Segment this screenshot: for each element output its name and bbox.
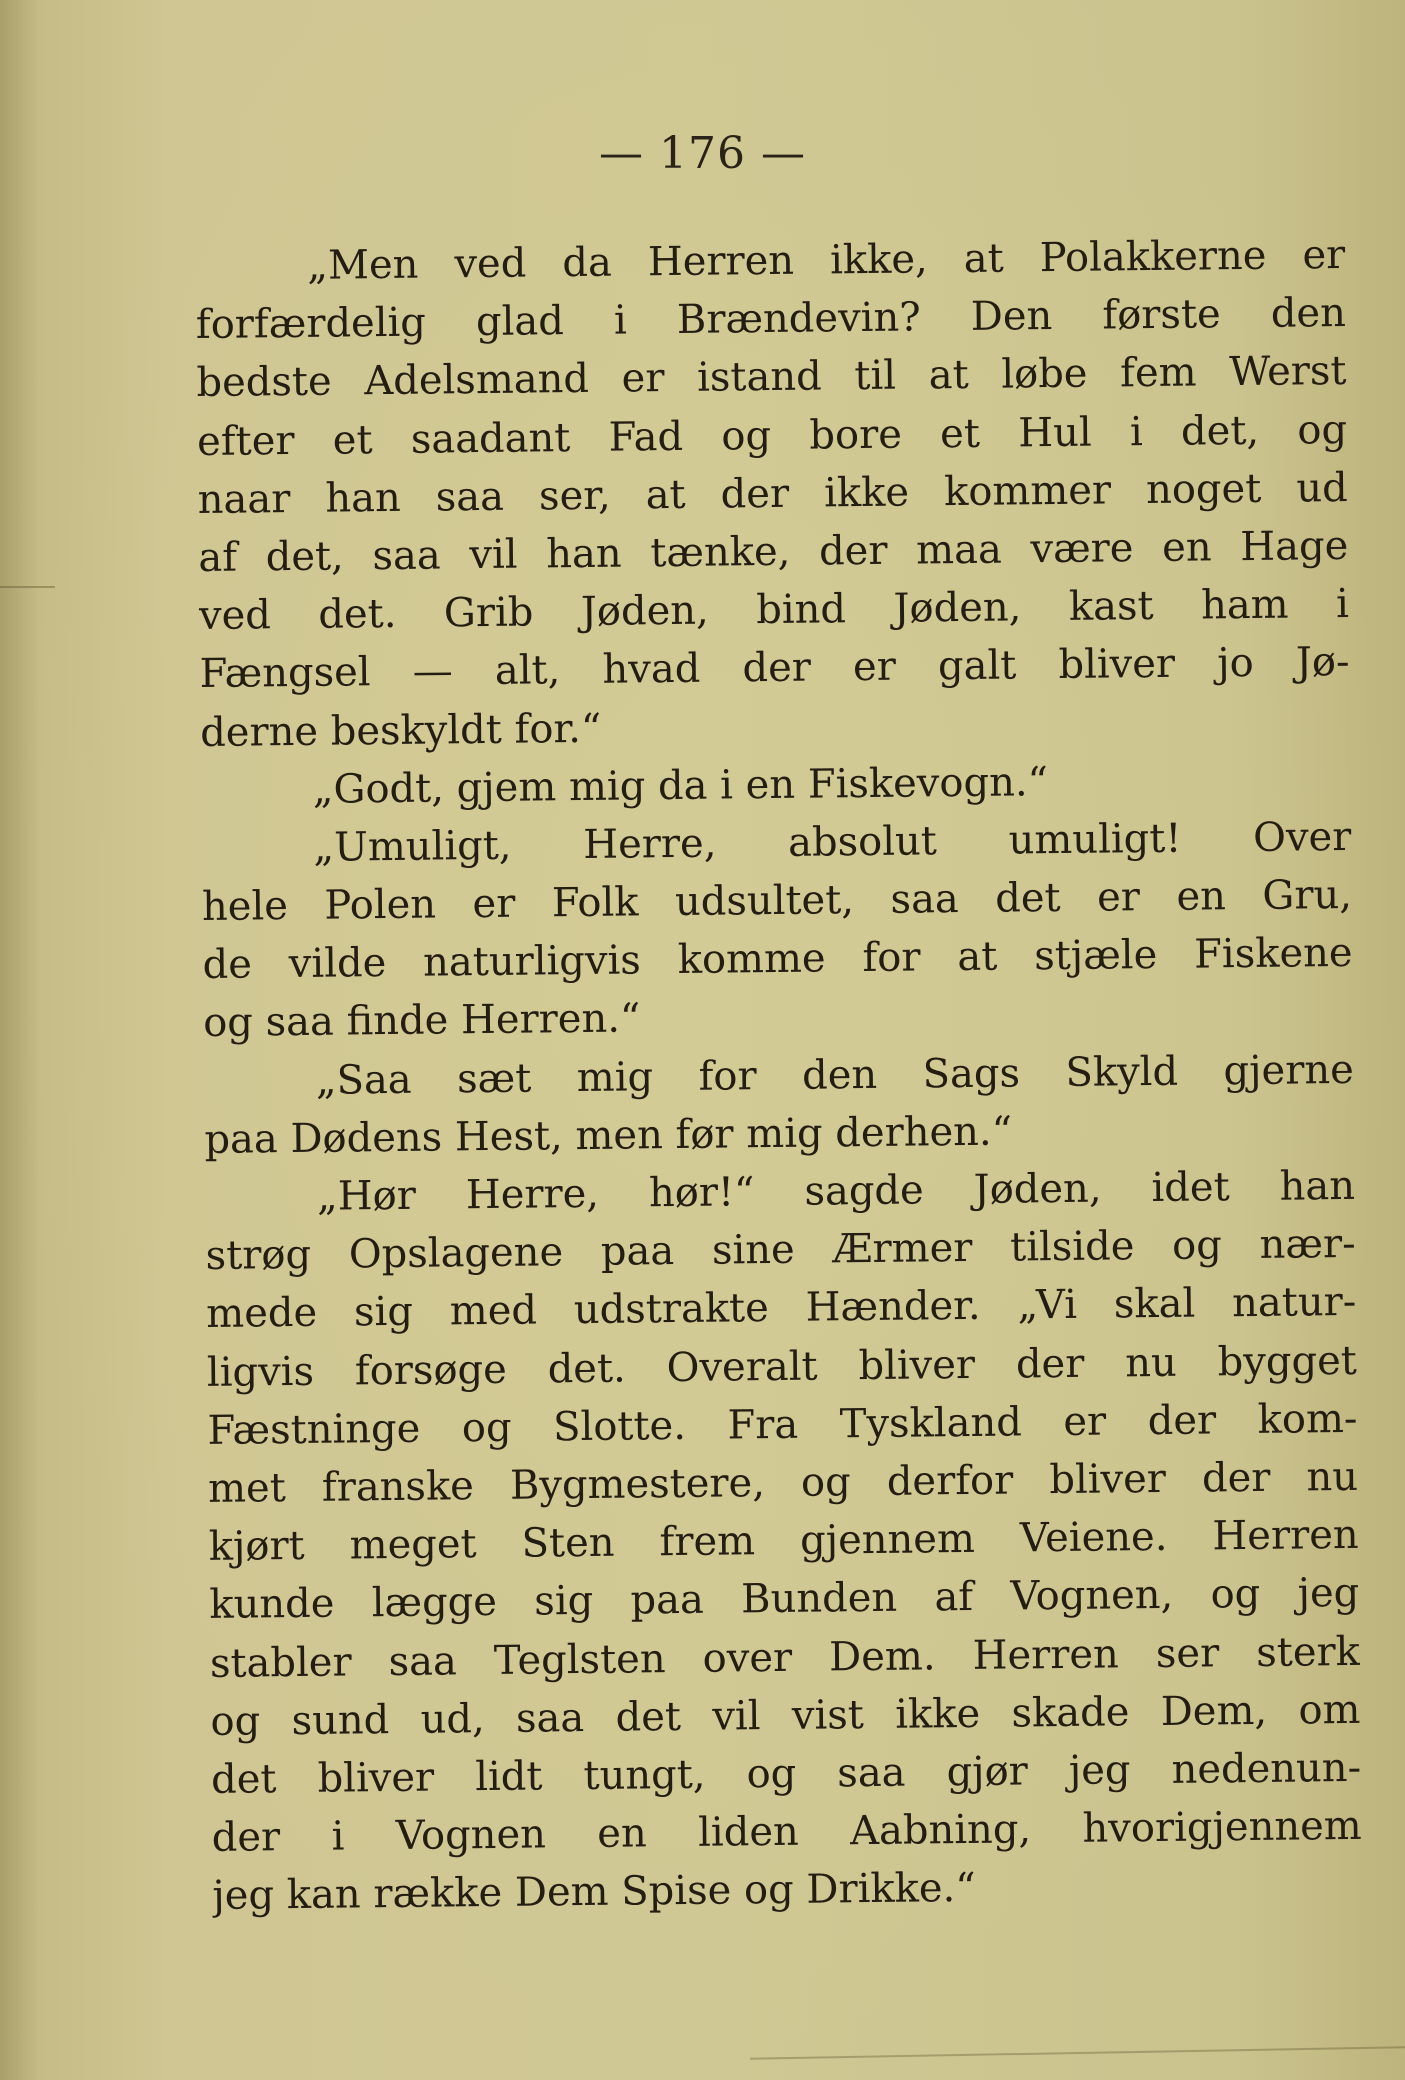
text-line: bedste Adelsmand er istand til at løbe fem Werst (196, 348, 1347, 407)
text-line: „Godt, gjem mig da i en Fiskevogn.“ (312, 758, 1049, 813)
text-line: der i Vognen en liden Aabning, hvorigjennem (211, 1802, 1362, 1861)
text-line: kunde lægge sig paa Bunden af Vognen, og jeg (209, 1570, 1360, 1629)
page-number: — 176 — (599, 128, 806, 179)
text-line: paa Dødens Hest, men før mig derhen.“ (204, 1108, 1013, 1163)
page-edge-shadow (0, 0, 40, 2080)
page-bottom-line (750, 2046, 1405, 2059)
text-line: hele Polen er Folk udsultet, saa det er en Gru, (201, 871, 1353, 931)
text-line: af det, saa vil han tænke, der maa være en Hage (198, 522, 1349, 581)
text-line: strøg Opslagene paa sine Ærmer tilside og nær- (205, 1221, 1356, 1280)
text-line: det bliver lidt tungt, og saa gjør jeg nedenun- (210, 1744, 1362, 1803)
text-line: derne beskyldt for.“ (199, 705, 602, 756)
text-line: naar han saa ser, at der ikke kommer noget ud (197, 464, 1348, 523)
text-line: „Saa sæt mig for den Sags Skyld gjerne (315, 1046, 1355, 1104)
text-line: efter et saadant Fad og bore et Hul i det, og (196, 406, 1348, 465)
text-line: „Hør Herre, hør!“ sagde Jøden, idet han (316, 1162, 1356, 1220)
text-line: Fæstninge og Slotte. Fra Tyskland er der kom- (207, 1395, 1358, 1454)
text-line: ved det. Grib Jøden, bind Jøden, kast ham i (198, 581, 1350, 640)
text-line: og saa finde Herren.“ (202, 995, 641, 1047)
text-line: og sund ud, saa det vil vist ikke skade Dem, om (210, 1686, 1361, 1745)
text-line: mede sig med udstrakte Hænder. „Vi skal natur- (206, 1279, 1357, 1338)
text-line: „Men ved da Herren ikke, at Polakkerne er (307, 231, 1346, 289)
text-line: „Umuligt, Herre, absolut umuligt! Over (313, 813, 1352, 871)
text-line: met franske Bygmestere, og derfor bliver der nu (207, 1453, 1359, 1512)
text-line: jeg kan række Dem Spise og Drikke.“ (212, 1865, 976, 1920)
text-line: Fængsel — alt, hvad der er galt bliver jo Jø- (199, 639, 1350, 698)
page-margin-mark (0, 586, 55, 588)
text-line: forfærdelig glad i Brændevin? Den første den (195, 290, 1347, 349)
text-line: kjørt meget Sten frem gjennem Veiene. Herren (208, 1512, 1359, 1571)
text-line: de vilde naturligvis komme for at stjæle Fiskene (202, 930, 1353, 989)
body-text (195, 226, 1363, 1925)
text-line: stabler saa Teglsten over Dem. Herren ser sterk (209, 1628, 1361, 1687)
text-line: ligvis forsøge det. Overalt bliver der nu bygget (206, 1337, 1358, 1396)
